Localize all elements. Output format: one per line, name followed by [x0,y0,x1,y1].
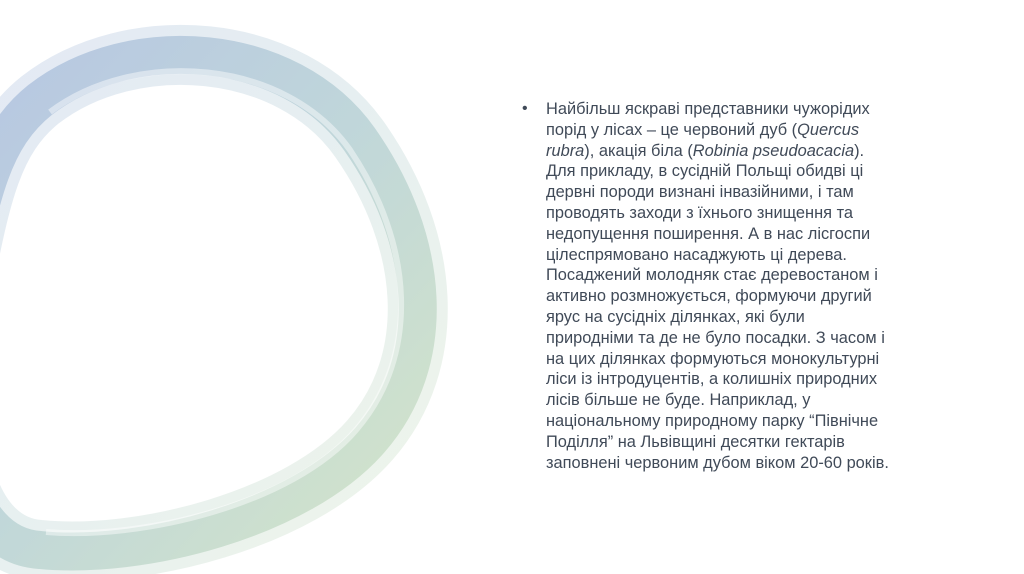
text-run: Найбільш яскраві представники чужорідих [546,100,870,118]
paragraph-line [546,307,952,328]
paragraph-line [546,224,952,245]
paragraph-line [546,411,952,432]
species-name: Robinia pseudoacacia [692,141,855,160]
paragraph-line [546,369,952,390]
text-run: природніми та де не було посадки. З часом і [546,328,885,347]
text-run: Для прикладу, в сусідній Польщі обидві ці [546,162,864,181]
paragraph-line [546,203,952,224]
text-run: національному природному парку “Північне [546,411,879,430]
text-run: Поділля” на Львівщині десятки гектарів [546,432,845,451]
species-name: Quercus [797,120,860,139]
text-run: ліси із інтродуцентів, а колишніх природних [546,370,878,389]
text-run: ярус на сусідніх ділянках, які були [546,307,805,326]
paragraph-line [546,265,952,286]
text-run: Посаджений молодняк стає деревостаном і [546,266,878,285]
paragraph-line [546,182,952,203]
species-name: rubra [546,141,585,160]
bullet-marker: • [522,100,528,117]
paragraph-line [546,349,952,370]
paragraph-line [546,141,952,162]
paragraph-line [546,390,952,411]
text-run: проводять заходи з їхнього знищення та [546,203,854,222]
paragraph-line [546,161,952,182]
paragraph-line [546,453,952,474]
text-run: заповнені червоним дубом віком 20-60 років. [546,453,889,472]
bullet-paragraph [546,99,952,473]
text-run: дервні породи визнані інвазійними, і там [546,183,854,202]
bullet-item [522,99,952,473]
paragraph-line [546,328,952,349]
paragraph-line [546,432,952,453]
text-block [522,99,952,473]
paragraph-line [546,286,952,307]
text-run: порід у лісах – це червоний дуб ( [546,120,798,139]
text-run: ), акація біла ( [584,141,693,160]
paragraph-line [546,99,952,120]
text-run: недопущення поширення. А в нас лісгоспи [546,224,871,243]
text-run: активно розмножується, формуючи другий [546,287,872,306]
text-run: на цих ділянках формуються монокультурні [546,349,880,368]
text-run: цілеспрямовано насаджують ці дерева. [546,245,847,264]
text-run: лісів більше не буде. Наприклад, у [546,391,811,410]
ring-band [0,55,418,552]
text-run: ). [854,141,865,160]
paragraph-line [546,120,952,141]
paragraph-line [546,245,952,266]
